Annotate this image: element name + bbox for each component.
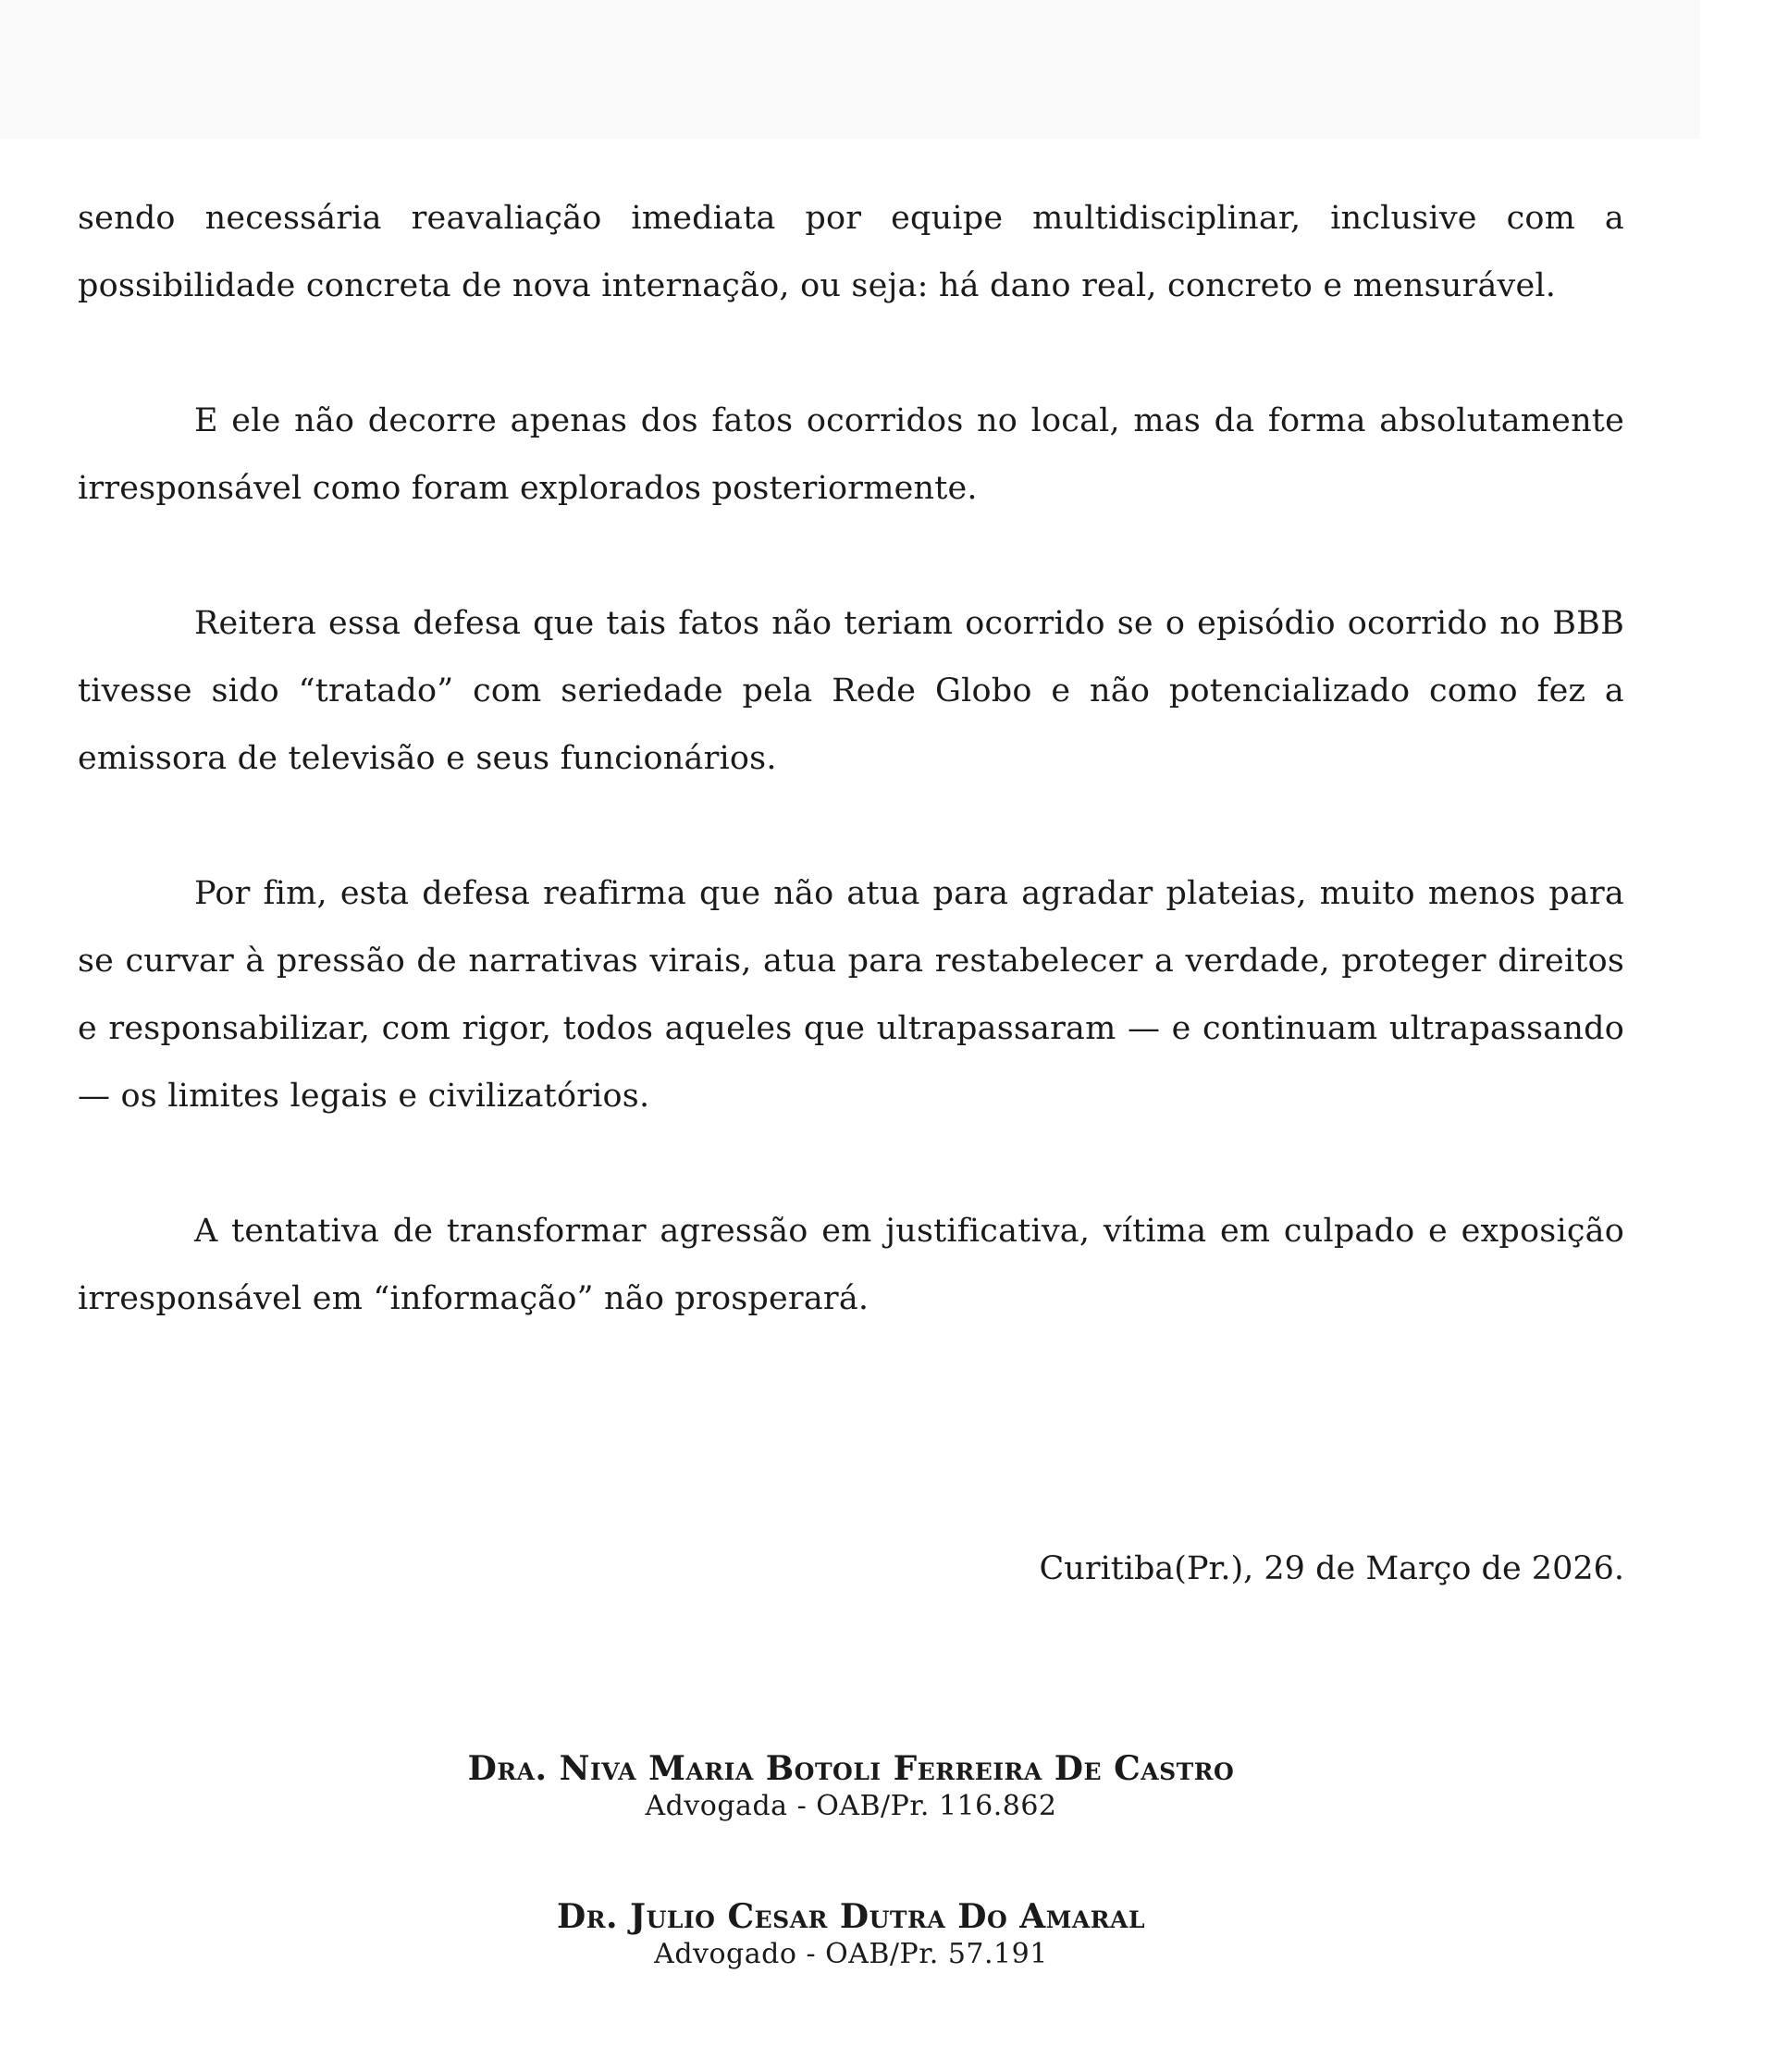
signature-block-1	[0, 1748, 1702, 1824]
date-line: Curitiba(Pr.), 29 de Março de 2026.	[1039, 1550, 1624, 1587]
paragraph-1: sendo necessária reavaliação imediata por equipe multidisciplinar, inclusive com a possibilidade concreta de nova internação, ou seja: há dano real, concreto e mensurável.	[78, 200, 1624, 304]
signatory-role: Advogada - OAB/Pr. 116.862	[645, 1790, 1057, 1822]
top-faded-band	[0, 0, 1700, 139]
signatory-name: Dra. Niva Maria Botoli Ferreira De Castro	[467, 1749, 1235, 1788]
signature-block-2	[0, 1896, 1702, 1972]
paragraph-2: E ele não decorre apenas dos fatos ocorridos no local, mas da forma absolutamente irresponsável como foram explorados posteriormente.	[78, 402, 1624, 507]
signatory-role: Advogado - OAB/Pr. 57.191	[654, 1938, 1048, 1970]
document-body	[78, 185, 1624, 1333]
signatory-name: Dr. Julio Cesar Dutra Do Amaral	[556, 1897, 1146, 1936]
paragraph-3: Reitera essa defesa que tais fatos não teriam ocorrido se o episódio ocorrido no BBB tivesse sido “tratado” com seriedade pela Rede Globo e não potencializado como fez a emissora de televisão e seus funcionários.	[78, 605, 1624, 777]
paragraph-5: A tentativa de transformar agressão em justificativa, vítima em culpado e exposição irresponsável em “informação” não prosperará.	[78, 1213, 1624, 1317]
paragraph-4: Por fim, esta defesa reafirma que não atua para agradar plateias, muito menos para se curvar à pressão de narrativas virais, atua para restabelecer a verdade, proteger direitos e responsabilizar, com rigor, todos aqueles que ultrapassaram — e continuam ultrapassando — os limites legais e civilizatórios.	[78, 875, 1624, 1115]
